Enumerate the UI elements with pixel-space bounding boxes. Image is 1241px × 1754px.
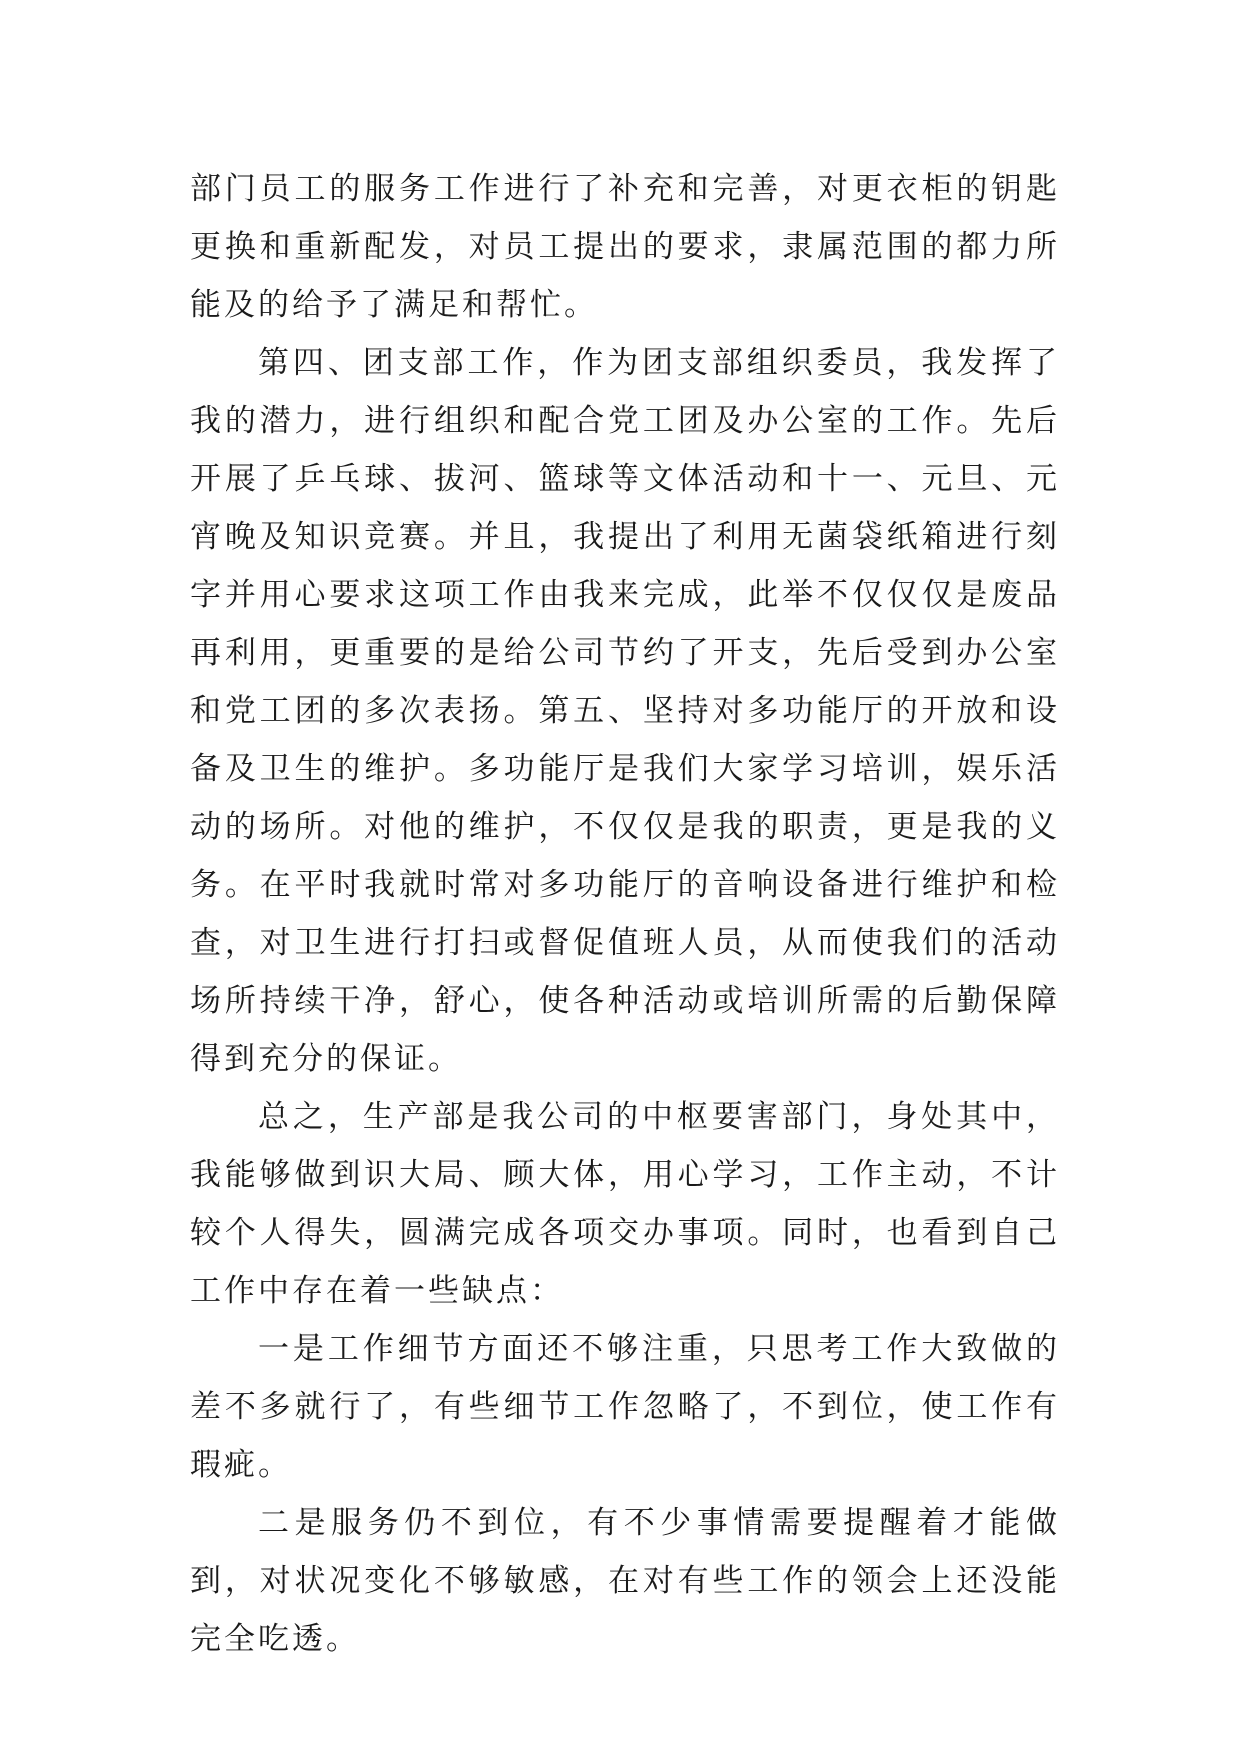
paragraph-4: 一是工作细节方面还不够注重，只思考工作大致做的差不多就行了，有些细节工作忽略了，不到位，使工作有瑕疵。 [190, 1331, 1060, 1483]
paragraph-2: 第四、团支部工作，作为团支部组织委员，我发挥了我的潜力，进行组织和配合党工团及办公室的工作。先后开展了乒乓球、拔河、篮球等文体活动和十一、元旦、元宵晚及知识竞赛。并且，我提出了利用无菌袋纸箱进行刻字并用心要求这项工作由我来完成，此举不仅仅仅是废品再利用，更重要的是给公司节约了开支，先后受到办公室和党工团的多次表扬。第五、坚持对多功能厅的开放和设备及卫生的维护。多功能厅是我们大家学习培训，娱乐活动的场所。对他的维护，不仅仅是我的职责，更是我的义务。在平时我就时常对多功能厅的音响设备进行维护和检查，对卫生进行打扫或督促值班人员，从而使我们的活动场所持续干净，舒心，使各种活动或培训所需的后勤保障得到充分的保证。 [190, 345, 1060, 1077]
paragraph-3: 总之，生产部是我公司的中枢要害部门，身处其中，我能够做到识大局、顾大体，用心学习，工作主动，不计较个人得失，圆满完成各项交办事项。同时，也看到自己工作中存在着一些缺点： [190, 1099, 1060, 1309]
paragraph-5: 二是服务仍不到位，有不少事情需要提醒着才能做到，对状况变化不够敏感，在对有些工作的领会上还没能完全吃透。 [190, 1505, 1060, 1657]
paragraph-1: 部门员工的服务工作进行了补充和完善，对更衣柜的钥匙更换和重新配发，对员工提出的要求，隶属范围的都力所能及的给予了满足和帮忙。 [190, 171, 1060, 323]
document-body [190, 160, 1060, 1668]
